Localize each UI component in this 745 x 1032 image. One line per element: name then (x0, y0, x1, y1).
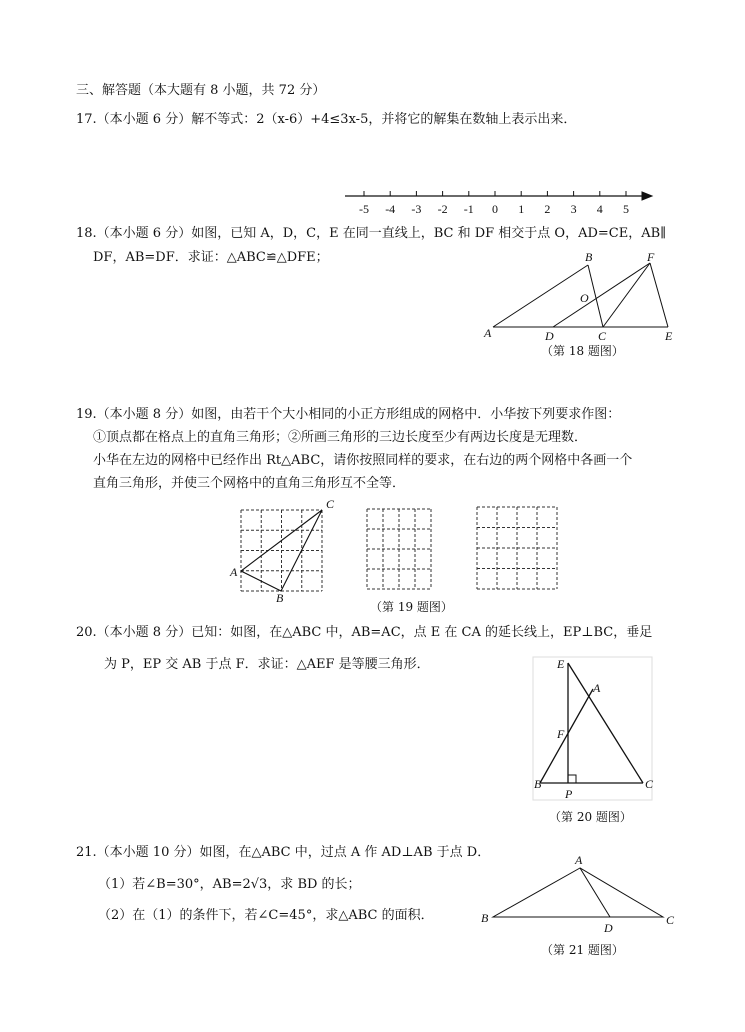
q19-line1: 19.（本小题 8 分）如图，由若干个大小相同的小正方形组成的网格中．小华按下列要求作图： (76, 407, 621, 422)
fig20-label-p: P (565, 787, 573, 801)
grids-19 (241, 507, 557, 591)
q19-line4: 直角三角形，并使三个网格中的直角三角形互不全等． (93, 476, 406, 491)
q21-part2: （2）在（1）的条件下，若∠C=45°，求△ABC 的面积． (98, 908, 434, 923)
q20-line1: 20.（本小题 8 分）已知：如图，在△ABC 中，AB=AC，点 E 在 CA 的延长线上，EP⊥BC，垂足 (76, 625, 653, 640)
fig21-label-c: C (666, 913, 675, 927)
q19-line2: ①顶点都在格点上的直角三角形；②所画三角形的三边长度至少有两边长度是无理数． (93, 430, 588, 445)
q18-line1: 18.（本小题 6 分）如图，已知 A，D，C，E 在同一直线上，BC 和 DF 相交于点 O，AD=CE，AB∥ (76, 226, 667, 241)
number-line-labels (359, 202, 629, 216)
axis-tick-label: 2 (544, 202, 551, 216)
figure-21 (493, 868, 663, 917)
q18-caption: （第 18 题图） (541, 344, 624, 358)
q20-line2: 为 P，EP 交 AB 于点 F．求证：△AEF 是等腰三角形． (104, 657, 430, 672)
fig18-label-a: A (484, 326, 492, 340)
axis-tick-label: 1 (518, 202, 525, 216)
q18-line2: DF，AB=DF．求证：△ABC≌△DFE； (93, 250, 329, 265)
fig20-label-c: C (645, 777, 654, 791)
fig18-label-f: F (647, 250, 655, 264)
axis-tick-label: 4 (596, 202, 603, 216)
axis-ticks (364, 191, 626, 196)
q19-line3: 小华在左边的网格中已经作出 Rt△ABC，请你按照同样的要求，在右边的两个网格中各画一个 (93, 453, 633, 468)
q20-caption: （第 20 题图） (549, 810, 632, 824)
fig19-label-a: A (230, 565, 238, 579)
fig20-label-e: E (557, 657, 565, 671)
fig21-label-b: B (481, 911, 489, 925)
axis-tick-label: -5 (359, 202, 369, 216)
fig20-label-b: B (534, 777, 542, 791)
fig21-label-a: A (575, 853, 583, 867)
fig18-label-b: B (585, 250, 593, 264)
fig18-label-d: D (545, 329, 554, 343)
axis-tick-label: -2 (437, 202, 448, 216)
axis-tick-label: -4 (385, 202, 396, 216)
axis-tick-label: 5 (623, 202, 629, 216)
fig21-label-d: D (604, 921, 613, 935)
fig19-label-c: C (326, 497, 335, 511)
fig19-label-b: B (276, 591, 284, 605)
axis-tick-label: 0 (492, 202, 498, 216)
axis-tick-label: 3 (570, 202, 577, 216)
fig18-label-o: O (580, 291, 589, 305)
section-title: 三、解答题（本大题有 8 小题，共 72 分） (76, 83, 326, 98)
fig20-label-f: F (557, 727, 565, 741)
q17-text: 17.（本小题 6 分）解不等式：2（x-6）+4≤3x-5，并将它的解集在数轴上表示出来． (76, 112, 577, 127)
figure-20-frame (533, 657, 652, 800)
fig20-label-a: A (593, 681, 601, 695)
q21-line1: 21.（本小题 10 分）如图，在△ABC 中，过点 A 作 AD⊥AB 于点 D． (76, 845, 491, 860)
axis-tick-label: -3 (411, 202, 422, 216)
q21-part1: （1）若∠B=30°，AB=2√3，求 BD 的长； (98, 877, 361, 892)
fig18-label-c: C (598, 329, 607, 343)
axis-tick-label: -1 (463, 202, 474, 216)
arrow-icon (642, 192, 652, 200)
number-line (345, 191, 652, 200)
fig18-label-e: E (665, 329, 673, 343)
q21-caption: （第 21 题图） (541, 943, 624, 957)
figure-20 (540, 663, 643, 783)
q19-caption: （第 19 题图） (370, 600, 453, 614)
